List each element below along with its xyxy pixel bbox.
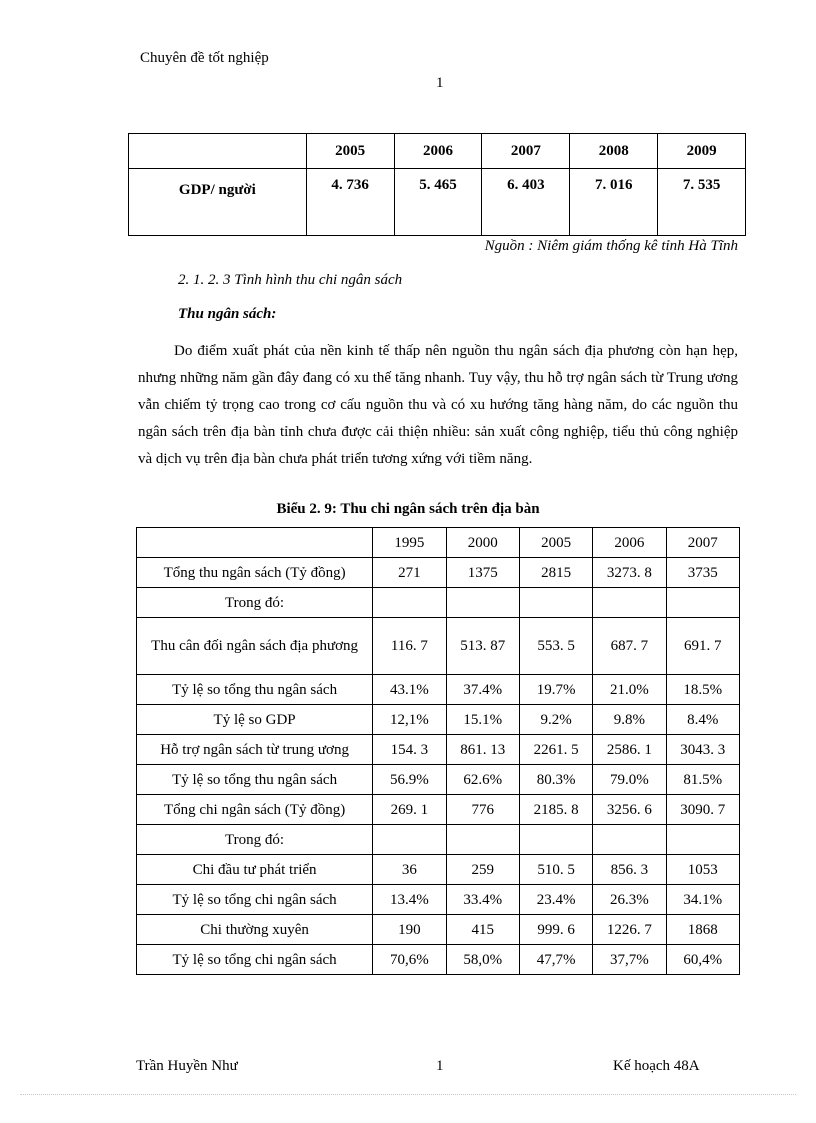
table-row (137, 855, 740, 885)
gdp-value-cell: 4. 736 (306, 169, 394, 236)
header-title: Chuyên đề tốt nghiệp (140, 50, 269, 66)
table-row (137, 588, 740, 618)
gdp-value-cell: 5. 465 (394, 169, 482, 236)
value-cell (373, 825, 446, 855)
value-cell: 415 (446, 915, 519, 945)
value-cell (666, 588, 739, 618)
value-cell: 12,1% (373, 705, 446, 735)
table-row (137, 945, 740, 975)
footer-author: Trần Huyền Như (136, 1058, 238, 1074)
value-cell: 259 (446, 855, 519, 885)
row-label-cell: Chi đầu tư phát triển (137, 855, 373, 885)
gdp-table-corner-cell (129, 134, 307, 169)
value-cell: 8.4% (666, 705, 739, 735)
row-label-cell: Tổng thu ngân sách (Tỷ đồng) (137, 558, 373, 588)
value-cell: 15.1% (446, 705, 519, 735)
budget-table-header-row (137, 528, 740, 558)
value-cell: 21.0% (593, 675, 666, 705)
value-cell: 513. 87 (446, 618, 519, 675)
table-row (137, 915, 740, 945)
table-row (137, 735, 740, 765)
value-cell: 19.7% (519, 675, 592, 705)
value-cell (666, 825, 739, 855)
value-cell: 999. 6 (519, 915, 592, 945)
table-row (137, 618, 740, 675)
gdp-year-cell: 2007 (482, 134, 570, 169)
value-cell: 510. 5 (519, 855, 592, 885)
value-cell: 1375 (446, 558, 519, 588)
value-cell: 58,0% (446, 945, 519, 975)
value-cell (519, 588, 592, 618)
gdp-year-cell: 2005 (306, 134, 394, 169)
value-cell: 856. 3 (593, 855, 666, 885)
gdp-year-cell: 2009 (658, 134, 746, 169)
value-cell (519, 825, 592, 855)
body-paragraph: Do điểm xuất phát của nền kinh tế thấp nên nguồn thu ngân sách địa phương còn hạn hẹp, nhưng những năm gần đây đang có xu thế tăng nhanh. Tuy vậy, thu hỗ trợ ngân sách từ Trung ương vẫn chiếm tỷ trọng cao trong cơ cấu nguồn thu và có xu hướng tăng hàng năm, do các nguồn thu ngân sách trên địa bàn tỉnh chưa được cải thiện nhiều: sản xuất công nghiệp, tiểu thủ công nghiệp và dịch vụ trên địa bàn chưa phát triển tương xứng với tiềm năng. (138, 343, 738, 467)
budget-year-cell: 2006 (593, 528, 666, 558)
value-cell: 23.4% (519, 885, 592, 915)
value-cell: 37.4% (446, 675, 519, 705)
value-cell: 553. 5 (519, 618, 592, 675)
value-cell: 3090. 7 (666, 795, 739, 825)
value-cell: 190 (373, 915, 446, 945)
value-cell (593, 825, 666, 855)
value-cell: 3256. 6 (593, 795, 666, 825)
row-label-cell: Hỗ trợ ngân sách từ trung ương (137, 735, 373, 765)
footer-page-number: 1 (436, 1058, 444, 1074)
row-label-cell: Trong đó: (137, 825, 373, 855)
value-cell: 3735 (666, 558, 739, 588)
budget-year-cell: 2000 (446, 528, 519, 558)
value-cell: 2185. 8 (519, 795, 592, 825)
gdp-year-cell: 2006 (394, 134, 482, 169)
value-cell: 9.8% (593, 705, 666, 735)
value-cell: 80.3% (519, 765, 592, 795)
footer-divider (20, 1094, 796, 1095)
value-cell (446, 588, 519, 618)
value-cell: 26.3% (593, 885, 666, 915)
value-cell: 271 (373, 558, 446, 588)
table-row (137, 558, 740, 588)
value-cell: 2261. 5 (519, 735, 592, 765)
value-cell: 1053 (666, 855, 739, 885)
value-cell: 18.5% (666, 675, 739, 705)
row-label-cell: Tỷ lệ so tổng chi ngân sách (137, 885, 373, 915)
gdp-value-cell: 6. 403 (482, 169, 570, 236)
value-cell: 3273. 8 (593, 558, 666, 588)
budget-table-corner-cell (137, 528, 373, 558)
value-cell: 60,4% (666, 945, 739, 975)
value-cell: 70,6% (373, 945, 446, 975)
table-row (137, 825, 740, 855)
subheading: Thu ngân sách: (178, 306, 277, 322)
value-cell: 47,7% (519, 945, 592, 975)
value-cell (446, 825, 519, 855)
gdp-table (128, 133, 746, 236)
table-row (137, 885, 740, 915)
value-cell: 37,7% (593, 945, 666, 975)
table-row (137, 795, 740, 825)
row-label-cell: Tỷ lệ so tổng thu ngân sách (137, 675, 373, 705)
source-note: Nguồn : Niêm giám thống kê tỉnh Hà Tĩnh (484, 238, 738, 254)
budget-table (136, 527, 740, 975)
value-cell: 56.9% (373, 765, 446, 795)
value-cell: 1868 (666, 915, 739, 945)
value-cell: 776 (446, 795, 519, 825)
footer-class-name: Kế hoạch 48A (613, 1058, 700, 1074)
gdp-value-cell: 7. 535 (658, 169, 746, 236)
value-cell: 861. 13 (446, 735, 519, 765)
value-cell: 34.1% (666, 885, 739, 915)
value-cell: 33.4% (446, 885, 519, 915)
gdp-table-header-row (129, 134, 746, 169)
value-cell (373, 588, 446, 618)
value-cell: 2815 (519, 558, 592, 588)
row-label-cell: Tỷ lệ so GDP (137, 705, 373, 735)
value-cell: 81.5% (666, 765, 739, 795)
row-label-cell: Tổng chi ngân sách (Tỷ đồng) (137, 795, 373, 825)
row-label-cell: Thu cân đối ngân sách địa phương (137, 618, 373, 675)
row-label-cell: Trong đó: (137, 588, 373, 618)
gdp-table-data-row (129, 169, 746, 236)
table-caption: Biểu 2. 9: Thu chi ngân sách trên địa bàn (276, 501, 540, 517)
gdp-value-cell: 7. 016 (570, 169, 658, 236)
value-cell: 79.0% (593, 765, 666, 795)
row-label-cell: Chi thường xuyên (137, 915, 373, 945)
value-cell: 691. 7 (666, 618, 739, 675)
value-cell: 13.4% (373, 885, 446, 915)
value-cell (593, 588, 666, 618)
value-cell: 9.2% (519, 705, 592, 735)
row-label-cell: Tỷ lệ so tổng chi ngân sách (137, 945, 373, 975)
budget-year-cell: 2005 (519, 528, 592, 558)
gdp-row-label: GDP/ người (129, 169, 307, 236)
value-cell: 3043. 3 (666, 735, 739, 765)
value-cell: 36 (373, 855, 446, 885)
section-heading: 2. 1. 2. 3 Tình hình thu chi ngân sách (178, 272, 403, 288)
table-row (137, 765, 740, 795)
value-cell: 116. 7 (373, 618, 446, 675)
table-row (137, 675, 740, 705)
value-cell: 2586. 1 (593, 735, 666, 765)
budget-year-cell: 2007 (666, 528, 739, 558)
value-cell: 43.1% (373, 675, 446, 705)
budget-year-cell: 1995 (373, 528, 446, 558)
value-cell: 1226. 7 (593, 915, 666, 945)
table-row (137, 705, 740, 735)
value-cell: 62.6% (446, 765, 519, 795)
value-cell: 269. 1 (373, 795, 446, 825)
header-page-number: 1 (436, 75, 444, 91)
value-cell: 687. 7 (593, 618, 666, 675)
value-cell: 154. 3 (373, 735, 446, 765)
gdp-year-cell: 2008 (570, 134, 658, 169)
row-label-cell: Tỷ lệ so tổng thu ngân sách (137, 765, 373, 795)
